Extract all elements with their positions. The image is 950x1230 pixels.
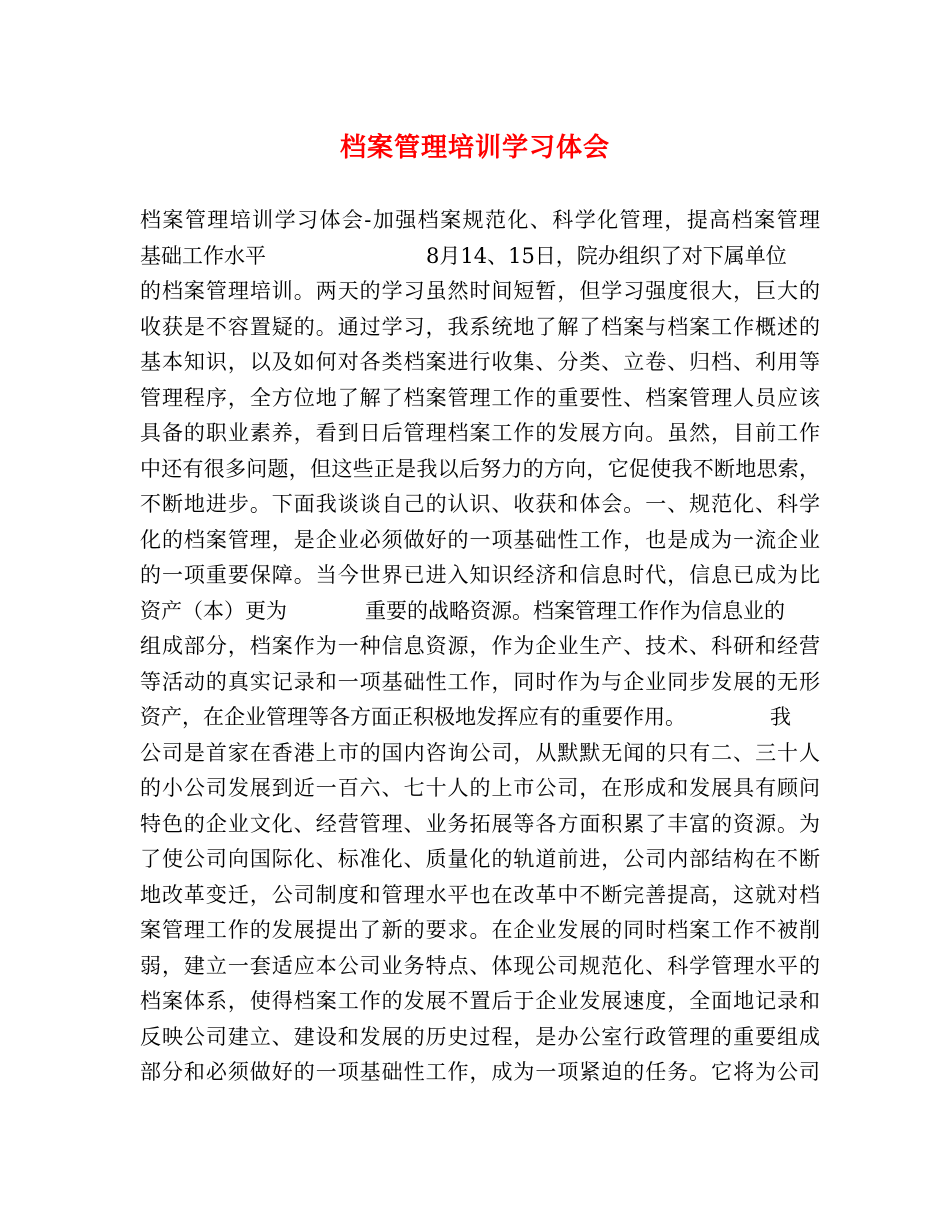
body-line: 弱，建立一套适应本公司业务特点、体现公司规范化、科学管理水平的 [140,953,820,978]
document-title: 档案管理培训学习体会 [339,133,610,163]
body-line: 档案管理培训学习体会-加强档案规范化、科学化管理，提高档案管理 [140,208,820,232]
body-line: 具备的职业素养，看到日后管理档案工作的发展方向。虽然，目前工作 [140,421,820,445]
body-line: 档案体系，使得档案工作的发展不置后于企业发展速度，全面地记录和 [140,989,820,1013]
body-line: 不断地进步。下面我谈谈自己的认识、收获和体会。一、规范化、科学 [140,492,820,516]
body-line: 中还有很多问题，但这些正是我以后努力的方向，它促使我不断地思索， [140,456,820,481]
document-body [140,203,820,1091]
body-line: 组成部分，档案作为一种信息资源，作为企业生产、技术、科研和经营 [140,634,820,658]
body-line-segment: 8月14、15日，院办组织了对下属单位 [426,243,787,268]
body-line: 的一项重要保障。当今世界已进入知识经济和信息时代，信息已成为比 [140,563,820,587]
body-line [140,594,820,630]
body-line-segment: 基础工作水平 [140,243,266,268]
body-line: 管理程序，全方位地了解了档案管理工作的重要性、档案管理人员应该 [140,385,820,410]
body-line-segment: 资产，在企业管理等各方面正积极地发挥应有的重要作用。 [140,705,686,729]
body-line: 了使公司向国际化、标准化、质量化的轨道前进，公司内部结构在不断 [140,847,820,871]
body-line-segment: 资产（本）更为 [140,598,287,623]
body-line: 化的档案管理，是企业必须做好的一项基础性工作，也是成为一流企业 [140,527,820,552]
body-line: 地改革变迁，公司制度和管理水平也在改革中不断完善提高，这就对档 [140,882,820,907]
body-line [140,700,820,736]
body-line: 部分和必须做好的一项基础性工作，成为一项紧迫的任务。它将为公司 [140,1060,820,1084]
body-line: 反映公司建立、建设和发展的历史过程，是办公室行政管理的重要组成 [140,1024,820,1049]
body-line: 基本知识，以及如何对各类档案进行收集、分类、立卷、归档、利用等 [140,350,820,374]
body-line: 特色的企业文化、经营管理、业务拓展等各方面积累了丰富的资源。为 [140,811,820,836]
body-line [140,239,820,275]
body-line: 案管理工作的发展提出了新的要求。在企业发展的同时档案工作不被削 [140,918,820,942]
body-line-segment: 我 [770,705,791,729]
body-line-segment: 重要的战略资源。档案管理工作作为信息业的 [365,598,785,623]
body-line: 收获是不容置疑的。通过学习，我系统地了解了档案与档案工作概述的 [140,314,820,339]
body-line: 的档案管理培训。两天的学习虽然时间短暂，但学习强度很大，巨大的 [140,279,820,303]
body-line: 公司是首家在香港上市的国内咨询公司，从默默无闻的只有二、三十人 [140,740,820,765]
body-line: 的小公司发展到近一百六、七十人的上市公司，在形成和发展具有顾问 [140,776,820,800]
body-line: 等活动的真实记录和一项基础性工作，同时作为与企业同步发展的无形 [140,669,820,694]
